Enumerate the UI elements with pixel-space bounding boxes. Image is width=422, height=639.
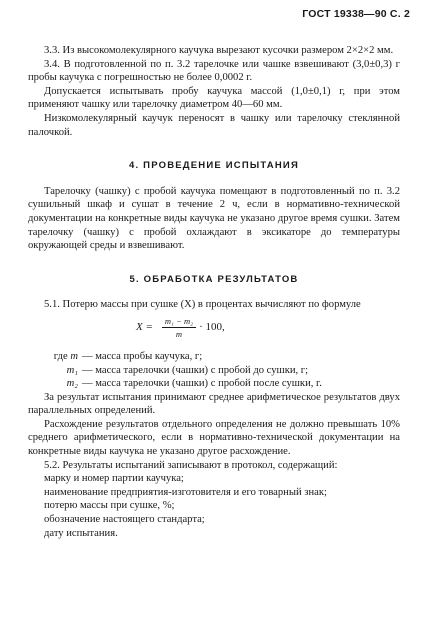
formula-rhs: · 100, bbox=[199, 321, 225, 334]
legend-symbol: m₂ bbox=[66, 378, 78, 390]
paragraph-5-1-result: За результат испытания принимают среднее арифметическое результатов двух параллельных определений. bbox=[28, 391, 400, 417]
list-item: наименование предприятия-изготовителя и его товарный знак; bbox=[44, 486, 327, 498]
paragraph-5-1-deviation: Расхождение результатов отдельного определения не должно превышать 10% среднего арифметического, если в нормативно-технической документации на конкретные виды каучука не указано другое расхождение. bbox=[28, 418, 400, 458]
paragraph-3-3: 3.3. Из высокомолекулярного каучука вырезают кусочки размером 2×2×2 мм. bbox=[44, 45, 394, 56]
list-item: потерю массы при сушке, %; bbox=[44, 500, 175, 512]
paragraph-3-4-alt: Допускается испытывать пробу каучука массой (1,0±0,1) г, при этом применяют чашку или тарелочку диаметром 40—60 мм. bbox=[28, 85, 400, 111]
list-item: марку и номер партии каучука; bbox=[44, 473, 184, 485]
legend-row bbox=[28, 364, 400, 378]
protocol-list bbox=[28, 472, 400, 540]
legend-symbol-wrap bbox=[28, 350, 82, 364]
formula-fraction bbox=[162, 316, 196, 340]
formula-block bbox=[28, 314, 400, 346]
formula-numerator: m₁ − m₂ bbox=[162, 316, 196, 328]
document-body bbox=[28, 44, 400, 540]
page-header: ГОСТ 19338—90 С. 2 bbox=[302, 8, 410, 20]
formula-denominator: m bbox=[175, 328, 183, 339]
section-5-heading: 5. ОБРАБОТКА РЕЗУЛЬТАТОВ bbox=[129, 273, 299, 285]
legend-row bbox=[28, 377, 400, 391]
paragraph-5-1: 5.1. Потерю массы при сушке (X) в процентах вычисляют по формуле bbox=[44, 299, 361, 311]
section-4-text: Тарелочку (чашку) с пробой каучука помещают в подготовленный по п. 3.2 сушильный шкаф и сушат в течение 2 ч, если в нормативно-технической документации на конкретные виды каучука не указано другое время сушки. Затем тарелочку (чашку) с пробой охлаждают в эксикаторе до температуры окружающей среды и взвешивают. bbox=[28, 185, 400, 252]
paragraph-3-4-low-mw: Низкомолекулярный каучук переносят в чашку или тарелочку стеклянной палочкой. bbox=[28, 112, 400, 138]
legend-row bbox=[28, 350, 400, 364]
legend-symbol: m bbox=[70, 350, 78, 362]
legend-lead: где bbox=[53, 350, 68, 362]
legend-description: — масса тарелочки (чашки) с пробой до сушки, г; bbox=[82, 364, 309, 376]
paragraph-5-2: 5.2. Результаты испытаний записывают в протокол, содержащий: bbox=[44, 459, 338, 471]
section-4-heading: 4. ПРОВЕДЕНИЕ ИСПЫТАНИЯ bbox=[129, 160, 299, 172]
legend-description: — масса пробы каучука, г; bbox=[82, 350, 203, 362]
loss-formula bbox=[136, 316, 225, 340]
formula-lhs: X = bbox=[136, 321, 153, 334]
formula-legend bbox=[28, 350, 400, 391]
paragraph-3-4: 3.4. В подготовленной по п. 3.2 тарелочке или чашке взвешивают (3,0±0,3) г пробы каучука с погрешностью не более 0,0002 г. bbox=[28, 58, 400, 84]
legend-description: — масса тарелочки (чашки) с пробой после сушки, г. bbox=[82, 378, 322, 390]
list-item: дату испытания. bbox=[44, 527, 118, 539]
legend-symbol: m₁ bbox=[66, 364, 78, 376]
list-item: обозначение настоящего стандарта; bbox=[44, 514, 205, 526]
